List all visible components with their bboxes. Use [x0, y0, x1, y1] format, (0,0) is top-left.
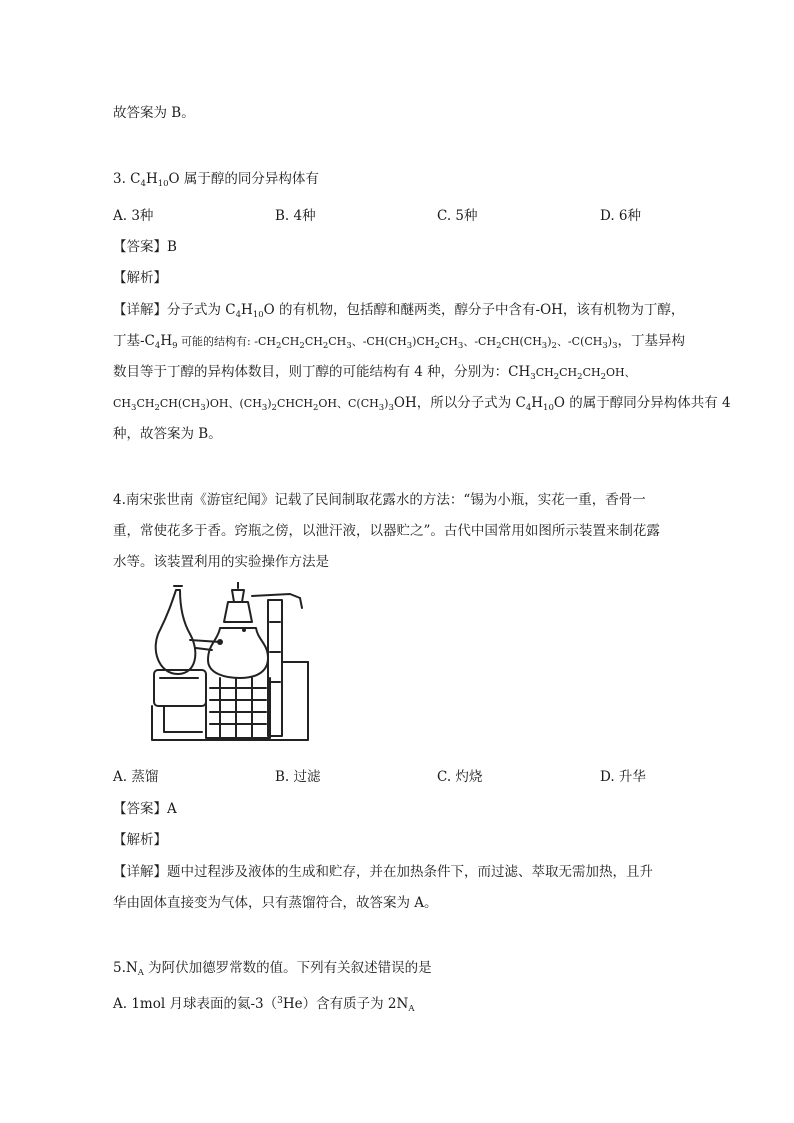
question-5-stem: $5.N_A$ 为阿伏加德罗常数的值。下列有关叙述错误的是 [113, 960, 432, 978]
q3-answer: 【答案】B [113, 239, 177, 255]
q3-detail-line-3: 数目等于丁醇的异构体数目，则丁醇的可能结构有 4 种，分别为：$CH_3CH_2CH_2CH_2OH$、 [113, 364, 636, 382]
q4-option-d: D. 升华 [600, 769, 646, 785]
question-4-line-2: 重，常使花多于香。窍瓶之傍，以泄汗液，以器贮之”。古代中国常用如图所示装置来制花露 [113, 523, 660, 539]
q4-detail-line-1: 【详解】题中过程涉及液体的生成和贮存，并在加热条件下，而过滤、萃取无需加热，且升 [113, 864, 653, 880]
q3-option-c: C. 5种 [437, 208, 478, 224]
q4-option-b: B. 过滤 [275, 769, 321, 785]
q4-answer: 【答案】A [113, 801, 177, 817]
q3-detail-line-2: 丁基$-C_4H_9$ 可能的结构有: $-CH_2CH_2CH_2CH_3$、$-CH(CH_3)CH_2CH_3$、$-CH_2CH(CH_3)_2$、$-C(CH_3)_3$，丁基异构 [113, 333, 686, 351]
q3-option-d: D. 6种 [600, 208, 642, 224]
q3-detail-line-1: 【详解】分子式为 $C_4H_{10}O$ 的有机物，包括醇和醚两类，醇分子中含有-OH，该有机物为丁醇， [113, 302, 685, 320]
q4-option-c: C. 灼烧 [437, 769, 483, 785]
distillation-apparatus-image [150, 582, 310, 744]
q5-option-a: A. 1mol 月球表面的氦-3（$^3$He）含有质子为 $2N_A$ [113, 996, 415, 1014]
question-4-line-3: 水等。该装置利用的实验操作方法是 [113, 554, 329, 570]
q3-detail-line-4: $CH_3CH_2CH(CH_3)OH$、$(CH_3)_2CHCH_2OH$、$C(CH_3)_3OH$，所以分子式为 $C_4H_{10}O$ 的属于醇同分异构体共有 4 [113, 395, 731, 413]
question-4-line-1: 4.南宋张世南《游宦纪闻》记载了民间制取花露水的方法：“锡为小瓶，实花一重，香骨一 [113, 492, 646, 508]
q4-option-a: A. 蒸馏 [113, 769, 159, 785]
q3-option-b: B. 4种 [275, 208, 316, 224]
q4-detail-line-2: 华由固体直接变为气体，只有蒸馏符合，故答案为 A。 [113, 895, 438, 911]
q4-analysis-heading: 【解析】 [113, 832, 167, 848]
q3-analysis-heading: 【解析】 [113, 270, 167, 286]
q3-option-a: A. 3种 [113, 208, 154, 224]
previous-answer: 故答案为 B。 [113, 105, 195, 121]
question-3-stem: 3. $C_4H_{10}O$ 属于醇的同分异构体有 [113, 171, 319, 189]
q3-detail-line-5: 种，故答案为 B。 [113, 426, 222, 442]
